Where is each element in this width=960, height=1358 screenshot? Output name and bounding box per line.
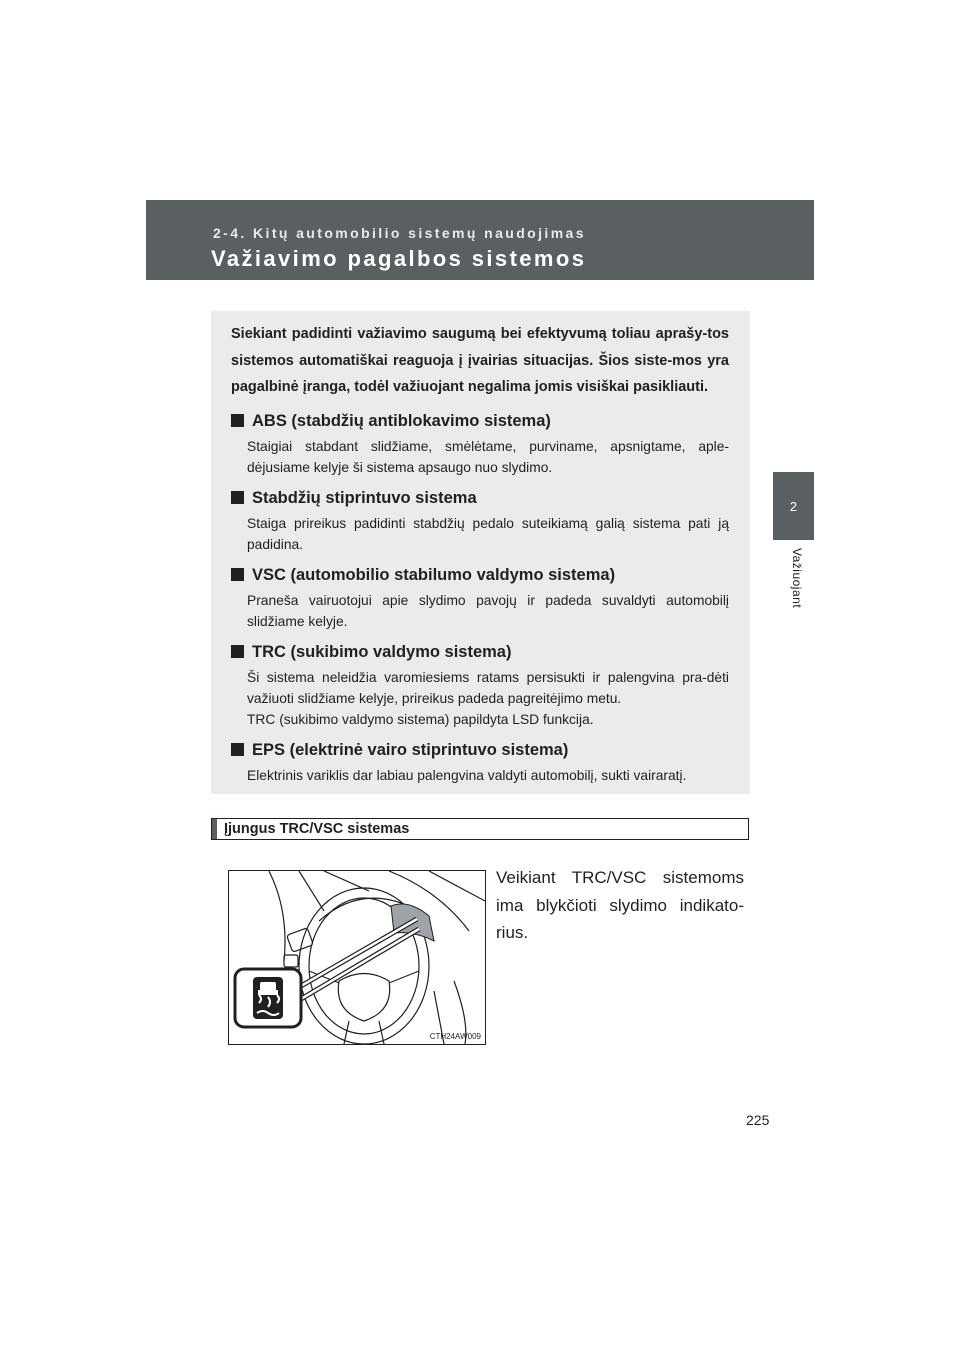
page-number: 225 bbox=[746, 1112, 770, 1128]
intro-box bbox=[211, 311, 750, 794]
square-bullet-icon bbox=[231, 645, 244, 658]
feature-title: Stabdžių stiprintuvo sistema bbox=[252, 488, 477, 507]
feature-brake-assist bbox=[231, 486, 729, 555]
slip-indicator-icon bbox=[253, 977, 283, 1019]
feature-title: VSC (automobilio stabilumo valdymo sistema) bbox=[252, 565, 616, 584]
body-text: Veikiant TRC/VSC sistemoms ima blykčioti slydimo indikato-rius. bbox=[496, 868, 744, 942]
intro-text: Siekiant padidinti važiavimo saugumą bei efektyvumą toliau aprašy-tos sistemos automatiškai reaguoja į įvairias situacijas. Šios siste-mos yra pagalbinė įranga, todėl važiuojant negalima jomis visiškai pasikliauti. bbox=[231, 326, 729, 395]
feature-desc: Staiga prireikus padidinti stabdžių pedalo suteikiamą galią sistema pati ją padidina. bbox=[247, 515, 729, 552]
section-label: 2-4. Kitų automobilio sistemų naudojimas bbox=[213, 225, 586, 241]
chapter-number: 2 bbox=[789, 498, 798, 514]
feature-desc: Staigiai stabdant slidžiame, smėlėtame, purviname, apsnigtame, aple-dėjusiame kelyje ši sistema apsaugo nuo slydimo. bbox=[247, 438, 729, 475]
feature-eps bbox=[231, 738, 729, 786]
page-title: Važiavimo pagalbos sistemos bbox=[211, 246, 587, 271]
square-bullet-icon bbox=[231, 743, 244, 756]
square-bullet-icon bbox=[231, 491, 244, 504]
feature-title: ABS (stabdžių antiblokavimo sistema) bbox=[252, 411, 551, 430]
feature-desc: Ši sistema neleidžia varomiesiems ratams persisukti ir palengvina pra-dėti važiuoti slidžiame kelyje, prireikus padeda pagreitėjimo metu. bbox=[247, 669, 729, 706]
feature-trc bbox=[231, 640, 729, 730]
illustration-code: CTH24AW009 bbox=[429, 1032, 481, 1041]
feature-title: TRC (sukibimo valdymo sistema) bbox=[252, 642, 512, 661]
square-bullet-icon bbox=[231, 414, 244, 427]
feature-vsc bbox=[231, 563, 729, 632]
square-bullet-icon bbox=[231, 568, 244, 581]
subheading-accent bbox=[212, 819, 217, 839]
dashboard-illustration bbox=[228, 870, 486, 1045]
subheading: Įjungus TRC/VSC sistemas bbox=[224, 821, 410, 837]
chapter-label: Važiuojant bbox=[790, 548, 804, 609]
subheading-bar bbox=[211, 818, 749, 840]
feature-abs bbox=[231, 409, 729, 478]
chapter-tab[interactable] bbox=[773, 472, 814, 540]
feature-desc-note: TRC (sukibimo valdymo sistema) papildyta LSD funkcija. bbox=[247, 711, 594, 727]
feature-title: EPS (elektrinė vairo stiprintuvo sistema) bbox=[252, 740, 569, 759]
feature-desc: Elektrinis variklis dar labiau palengvina valdyti automobilį, sukti vairaratį. bbox=[247, 767, 687, 783]
feature-desc: Praneša vairuotojui apie slydimo pavojų ir padeda suvaldyti automobilį slidžiame kelyje. bbox=[247, 592, 729, 629]
steering-wheel-illustration bbox=[229, 871, 485, 1044]
